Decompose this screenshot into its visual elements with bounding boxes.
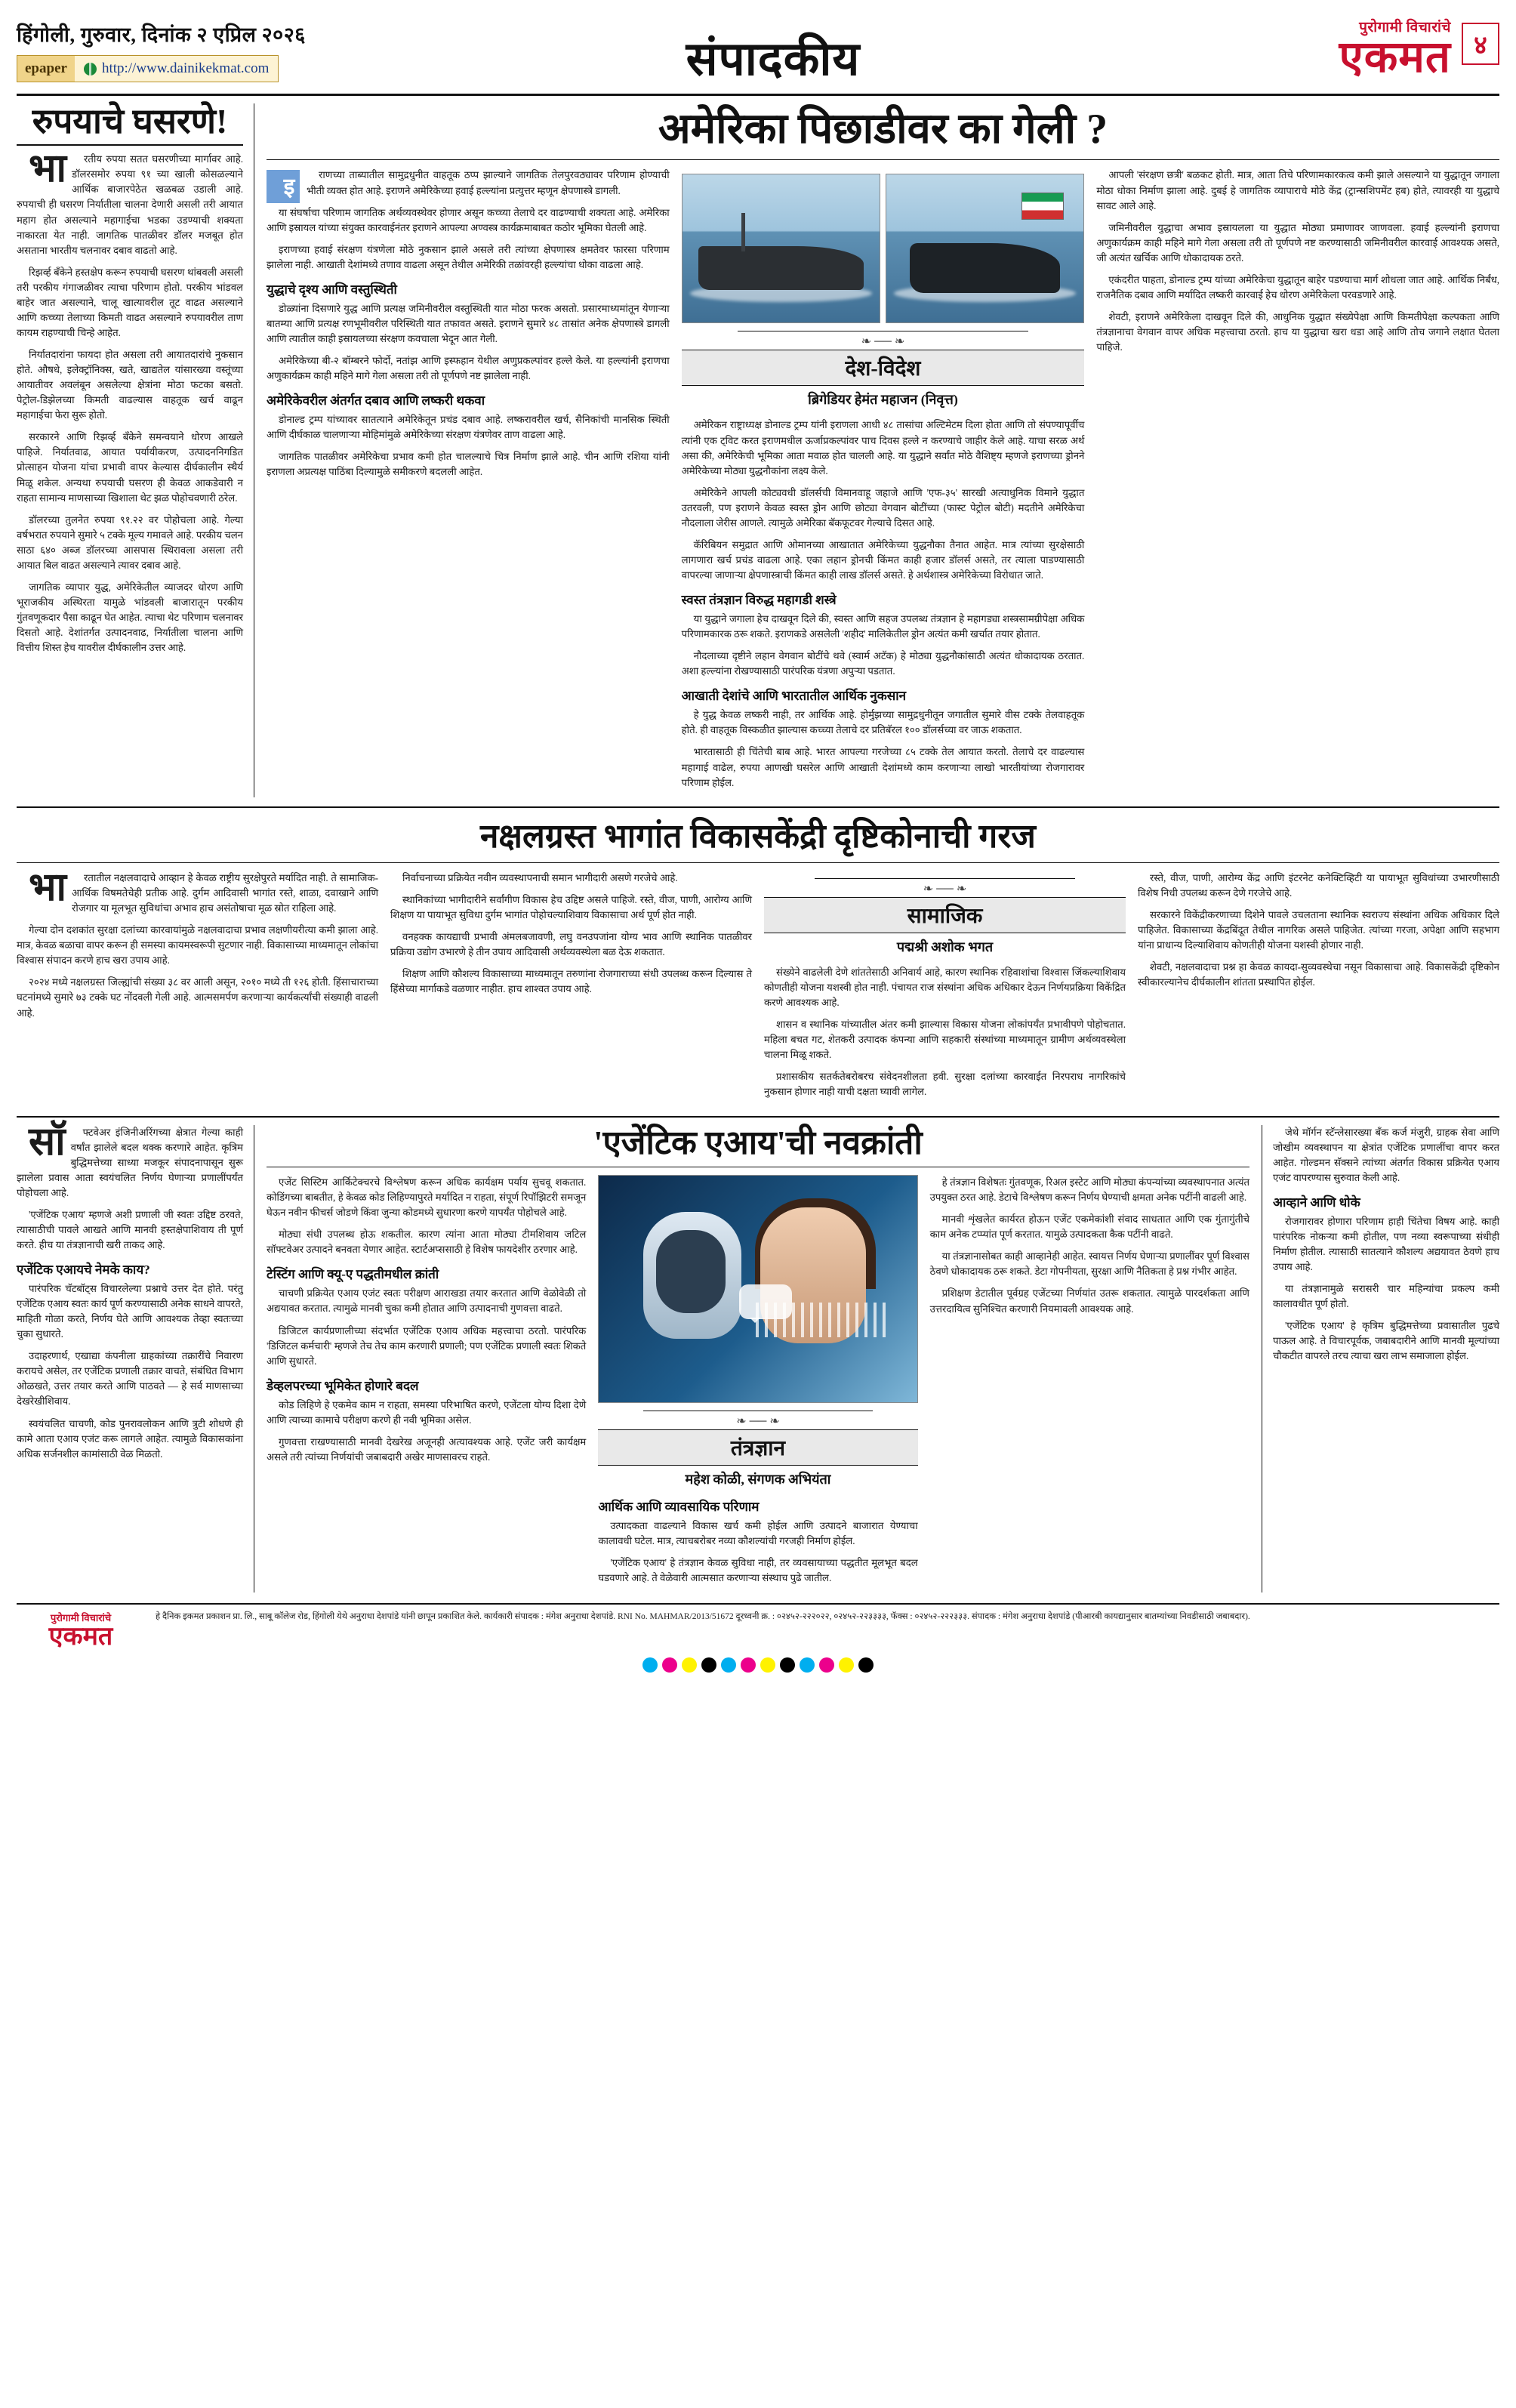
paragraph: हे तंत्रज्ञान विशेषतः गुंतवणूक, रिअल इस्टेट आणि मोठ्या कंपन्यांच्या व्यवस्थापनात अत्यंत उपयुक्त ठरत आहे. डेटाचे विश्लेषण करून निर्णय घेण्याची क्षमता अनेक पटींनी वाढली आहे. — [929, 1176, 1249, 1204]
paragraph: एजेंट सिस्टिम आर्किटेक्चरचे विश्लेषण करून अधिक कार्यक्षम पर्याय सुचवू शकतात. कोडिंगच्या बाबतीत, हे केवळ कोड लिहिण्यापुरते मर्यादित न राहता, संपूर्ण रिपॉझिटरी समजून घेऊन नवीन फीचर्स जोडणे किंवा जुन्या कोडमध्ये सुधारणा करणे यापर्यंत पोहोचले आहे. — [267, 1176, 587, 1219]
dropcap: भा — [29, 866, 67, 910]
page-number: ४ — [1462, 23, 1499, 65]
left-editorial-headline: रुपयाचे घसरणे! — [32, 102, 228, 140]
paragraph: भारतासाठी ही चिंतेची बाब आहे. भारत आपल्या गरजेच्या ८५ टक्के तेल आयात करतो. तेलाचे दर वाढल्यास महागाई वाढेल, रुपया आणखी घसरेल आणि आखाती देशांमध्ये काम करणाऱ्या लाखो भारतीयांच्या रोजगारावर परिणाम होईल. — [681, 746, 1085, 788]
brand-block — [1339, 17, 1451, 82]
paragraph: शिक्षण आणि कौशल्य विकासाच्या माध्यमातून तरुणांना रोजगाराच्या संधी उपलब्ध करून दिल्यास ते हिंसेच्या मार्गाकडे वळणार नाहीत. हाच शाश्वत उपाय आहे. — [390, 968, 752, 995]
main-article — [254, 103, 1499, 797]
section-title: संपादकीय — [686, 34, 861, 85]
paragraph: अमेरिकेने आपली कोट्यवधी डॉलर्सची विमानवाहू जहाजे आणि 'एफ-३५' सारखी अत्याधुनिक विमाने युद्धात उतरवली, पण इराणने केवळ स्वस्त ड्रोन आणि छोट्या वेगवान बोटींच्या (फास्ट पेट्रोल बोटी) मदतीने अमेरिकेचा नौदलाला जेरीस आणले. त्यामुळे अमेरिका बॅकफूटवर गेल्याचे दिसत आहे. — [681, 486, 1085, 529]
paragraph: राणच्या ताब्यातील सामुद्रधुनीत वाहतूक ठप्प झाल्याने जागतिक तेलपुरवठ्यावर परिणाम होण्याची भीती व्यक्त होत आहे. इराणने अमेरिकेच्या हवाई हल्ल्यांना प्रत्युत्तर म्हणून क्षेपणास्त्रे डागली. — [307, 169, 670, 196]
ornament-icon: ❧ ── ❧ — [736, 1415, 780, 1429]
masthead-right — [1175, 14, 1499, 82]
naxal-col-2 — [390, 871, 752, 1107]
ornament-icon: ❧ ── ❧ — [861, 335, 905, 349]
brand-name: एकमत — [1339, 32, 1451, 82]
footer-logo-tagline: पुरोगामी विचारांचे — [50, 1612, 112, 1624]
paragraph: शेवटी, नक्षलवादाचा प्रश्न हा केवळ कायदा-सुव्यवस्थेचा नसून विकासाचा आहे. विकासकेंद्री दृष्टिकोन स्वीकारल्यानेच दीर्घकालीन शांतता प्रस्थापित होईल. — [1138, 961, 1499, 988]
globe-icon — [84, 63, 97, 76]
ai-col-right — [1262, 1125, 1499, 1593]
paragraph: आपली 'संरक्षण छत्री' बळकट होती. मात्र, आता तिचे परिणामकारकत्व कमी झाले असल्याने या युद्धातून जगाला मोठा धोका निर्माण झाला आहे. दुबई हे जागतिक व्यापाराचे मोठे केंद्र (ट्रान्सशिपमेंट हब) होते, त्यावरही या युद्धाचे सावट आले आहे. — [1096, 169, 1500, 211]
naxal-article — [17, 806, 1499, 1107]
paragraph: जेथे मॉर्गन स्टॅन्लेसारख्या बँक कर्ज मंजुरी, ग्राहक सेवा आणि जोखीम व्यवस्थापन या क्षेत्रांत एजेंटिक प्रणालींचा वापर करत आहेत. गोल्डमन सॅक्सने त्यांच्या अंतर्गत विकास प्रक्रियेत एआय एजंट वापरण्यास सुरुवात केली आहे. — [1273, 1126, 1499, 1183]
subheading: डेव्हलपरच्या भूमिकेत होणारे बदल — [267, 1378, 419, 1393]
footer-imprint — [17, 1603, 1499, 1650]
byline-block — [682, 331, 1085, 409]
paragraph: सरकारने विकेंद्रीकरणाच्या दिशेने पावले उचलताना स्थानिक स्वराज्य संस्थांना अधिक अधिकार दिले पाहिजेत. विकासाच्या केंद्रबिंदूत तेथील नागरिक असले पाहिजेत. त्यांच्या गरजा, अपेक्षा आणि सहभाग यांना प्राधान्य दिल्याशिवाय कोणतीही योजना यशस्वी होणार नाही. — [1138, 909, 1499, 951]
photo-ai-robot-human — [598, 1175, 917, 1403]
byline-category: तंत्रज्ञान — [598, 1429, 917, 1466]
paragraph: प्रशिक्षण डेटातील पूर्वग्रह एजेंटच्या निर्णयांत उतरू शकतात. त्यामुळे पारदर्शकता आणि उत्तरदायित्व सुनिश्चित करणारी नियमावली आवश्यक आहे. — [929, 1287, 1249, 1315]
paragraph: नौदलाच्या दृष्टीने लहान वेगवान बोटींचे थवे (स्वार्म अटॅक) हे मोठ्या युद्धनौकांसाठी अत्यंत धोकादायक ठरतात. अशा हल्ल्यांना रोखण्यासाठी पारंपरिक यंत्रणा अपुऱ्या पडतात. — [681, 650, 1085, 677]
subheading: आर्थिक आणि व्यावसायिक परिणाम — [598, 1500, 760, 1515]
ai-col-left — [17, 1120, 254, 1593]
dropcap: भा — [29, 147, 67, 191]
paragraph: या युद्धाने जगाला हेच दाखवून दिले की, स्वस्त आणि सहज उपलब्ध तंत्रज्ञान हे महागड्या शस्त्रसामग्रीपेक्षा अधिक परिणामकारक ठरू शकते. इराणकडे असलेली 'शहीद' मालिकेतील ड्रोन अत्यंत कमी खर्चात तयार होतात. — [681, 613, 1085, 640]
ai-columns — [267, 1167, 1249, 1592]
paragraph: रतीय रुपया सतत घसरणीच्या मार्गावर आहे. डॉलरसमोर रुपया ९१ च्या खाली कोसळल्याने आर्थिक बाजारपेठेत खळबळ उडाली आहे. रुपयाची ही घसरण निर्यातीला चालना देणारी असली तरी आयात महाग होत असल्याने महागाईचा भडका उडण्याची शक्यता नाकारता येत नाही. जागतिक पातळीवर डॉलर मजबूत होत असताना भारतीय चलनावर दबाव वाढतो आहे. — [17, 153, 243, 256]
paragraph: निर्वाचनाच्या प्रक्रियेत नवीन व्यवस्थापनाची समान भागीदारी असणे गरजेचे आहे. — [402, 872, 678, 884]
ai-col-main — [267, 1125, 1249, 1593]
subheading: स्वस्त तंत्रज्ञान विरुद्ध महागडी शस्त्रे — [681, 593, 837, 608]
ai-col-2 — [598, 1175, 917, 1592]
footer-imprint-text: हे दैनिक इकमत प्रकाशन प्रा. लि., साबू कॉलेज रोड, हिंगोली येथे अनुराधा देशपांडे यांनी छापून प्रकाशित केले. कार्यकारी संपादक : मंगेश अनुराधा देशपांडे. RNI No. MAHMAR/2013/51672 दूरध्वनी क्र. : ०२४५२-२२२०२२, ०२४५२-२२३३३३, फॅक्स : ०२४५२-२२२३३३. संपादक : मंगेश अनुराधा देशपांडे (पीआरबी कायद्यानुसार बातम्यांच्या निवडीसाठी जबाबदार). — [156, 1612, 1250, 1622]
main-article-headline: अमेरिका पिछाडीवर का गेली ? — [658, 106, 1108, 153]
masthead — [17, 14, 1499, 96]
ai-headline: 'एजेंटिक एआय'ची नवक्रांती — [593, 1124, 923, 1161]
epaper-bar[interactable] — [17, 55, 279, 82]
paragraph: शेवटी, इराणने अमेरिकेला दाखवून दिले की, आधुनिक युद्धात संख्येपेक्षा आणि किमतीपेक्षा कल्पकता आणि तंत्रज्ञानाचा वेगवान वापर अधिक महत्त्वाचा ठरतो. हाच या युद्धाचा खरा धडा आहे आणि तोच जगाने लक्षात घेतला पाहिजे. — [1096, 310, 1500, 353]
top-zone — [17, 103, 1499, 797]
subheading: आखाती देशांचे आणि भारतातील आर्थिक नुकसान — [681, 689, 907, 704]
paragraph: हे युद्ध केवळ लष्करी नाही, तर आर्थिक आहे. होर्मुझच्या सामुद्रधुनीतून जगातील सुमारे वीस टक्के तेलवाहतूक होते. ही वाहतूक विस्कळीत झाल्यास कच्च्या तेलाचे दर प्रतिबॅरल १०० डॉलर्सच्या वर जाऊ शकतात. — [681, 709, 1085, 736]
naxal-col-3 — [764, 871, 1126, 1107]
paragraph: स्वयंचलित चाचणी, कोड पुनरावलोकन आणि त्रुटी शोधणे ही कामे आता एआय एजंट करू लागले आहेत. त्यामुळे विकासकांना अधिक सर्जनशील कामांसाठी वेळ मिळतो. — [17, 1417, 243, 1460]
naxal-columns — [17, 863, 1499, 1107]
subheading: आव्हाने आणि धोके — [1273, 1195, 1360, 1210]
byline-author: महेश कोळी, संगणक अभियंता — [685, 1472, 831, 1488]
paragraph: डोनाल्ड ट्रम्प यांच्यावर सातत्याने अमेरिकेतून प्रचंड दबाव आहे. लष्करावरील खर्च, सैनिकांची मानसिक स्थिती आणि दीर्घकाळ चालणाऱ्या मोहिमांमुळे अमेरिकेच्या संरक्षण यंत्रणेवर ताण वाढला आहे. — [267, 414, 670, 441]
footer-logo — [17, 1611, 145, 1650]
paragraph: मोठ्या संधी उपलब्ध होऊ शकतील. कारण त्यांना आता मोठ्या टीमशिवाय जटिल सॉफ्टवेअर उत्पादने बनवता येणार आहेत. स्टार्टअप्ससाठी हे विशेष फायदेशीर ठरणार आहे. — [267, 1229, 587, 1256]
paragraph: चाचणी प्रक्रियेत एआय एजंट स्वतः परीक्षण आराखडा तयार करतात आणि वेळोवेळी तो अद्ययावत करतात. त्यामुळे मानवी चुका कमी होतात आणि उत्पादनाची गुणवत्ता वाढते. — [267, 1287, 587, 1315]
paragraph: अमेरिकेच्या बी-२ बॉम्बरने फोर्दो, नतांझ आणि इस्फहान येथील अणुप्रकल्पांवर हल्ले केले. या हल्ल्यांनी इराणचा अणुकार्यक्रम काही महिने मागे गेला असला तरी तो पूर्णपणे नष्ट झालेला नाही. — [267, 355, 670, 382]
byline-author: पद्मश्री अशोक भगत — [896, 939, 994, 955]
paragraph: फ्टवेअर इंजिनीअरिंगच्या क्षेत्रात गेल्या काही वर्षांत झालेले बदल थक्क करणारे आहेत. कृत्रिम बुद्धिमत्तेच्या साध्या मजकूर संपादनापासून सुरू झालेला प्रवास आता स्वयंचलित निर्णय घेणाऱ्या प्रणालींपर्यंत पोहोचला आहे. — [17, 1126, 243, 1198]
paragraph: गुणवत्ता राखण्यासाठी मानवी देखरेख अजूनही अत्यावश्यक आहे. एजेंट जरी कार्यक्षम असले तरी त्यांच्या निर्णयांची जबाबदारी अखेर माणसावरच राहते. — [267, 1435, 587, 1463]
ai-article — [17, 1116, 1499, 1593]
masthead-center — [371, 14, 1175, 89]
byline-category: देश-विदेश — [682, 350, 1085, 386]
paragraph: गेल्या दोन दशकांत सुरक्षा दलांच्या कारवायांमुळे नक्षलवादाचा प्रभाव लक्षणीयरीत्या कमी झाला आहे. मात्र, केवळ बळाचा वापर करून ही समस्या कायमस्वरूपी सुटणार नाही. विकासाच्या माध्यमातून लोकांचा विश्वास संपादन करणे हाच खरा उपाय आहे. — [17, 924, 378, 967]
paragraph: डोळ्यांना दिसणारे युद्ध आणि प्रत्यक्ष जमिनीवरील वस्तुस्थिती यात मोठा फरक असतो. प्रसारमाध्यमांतून येणाऱ्या बातम्या आणि प्रत्यक्ष रणभूमीवरील परिस्थिती यात तफावत असते. इराणने सुमारे ४८ तासांत अनेक क्षेपणास्त्रे डागली आणि त्यातील काही इस्रायलच्या संरक्षण कवचाला भेदून आत गेली. — [267, 302, 670, 344]
paragraph: एकंदरीत पाहता, डोनाल्ड ट्रम्प यांच्या अमेरिकेचा युद्धातून बाहेर पडण्याचा मार्ग शोधला जात आहे. आर्थिक निर्बंध, राजनैतिक दबाव आणि मर्यादित लष्करी कारवाई हेच धोरण अमेरिकेला परवडणारे आहे. — [1096, 273, 1500, 301]
main-col-3 — [1096, 168, 1499, 797]
epaper-label: epaper — [17, 56, 75, 82]
paragraph: वनहक्क कायद्याची प्रभावी अंमलबजावणी, लघु वनउपजांना योग्य भाव आणि स्थानिक पातळीवर प्रक्रिया उद्योग उभारणे हे तीन उपाय आदिवासी अर्थव्यवस्थेला बळ देऊ शकतात. — [390, 931, 752, 958]
brand-tagline: पुरोगामी विचारांचे — [1359, 20, 1451, 35]
footer-logo-name: एकमत — [48, 1623, 113, 1651]
paragraph: कोड लिहिणे हे एकमेव काम न राहता, समस्या परिभाषित करणे, एजेंटला योग्य दिशा देणे आणि त्याच्या कामाचे परीक्षण करणे ही नवी भूमिका असेल. — [267, 1398, 587, 1426]
byline-category: सामाजिक — [764, 897, 1126, 933]
photo-navy-boat-1 — [682, 174, 880, 323]
ai-col-1 — [267, 1175, 586, 1592]
paragraph: या तंत्रज्ञानासोबत काही आव्हानेही आहेत. स्वायत्त निर्णय घेणाऱ्या प्रणालींवर पूर्ण विश्वास ठेवणे धोकादायक ठरू शकते. डेटा गोपनीयता, सुरक्षा आणि नैतिकता हे प्रश्न गंभीर आहेत. — [929, 1250, 1249, 1278]
epaper-url-text: http://www.dainikekmat.com — [101, 60, 270, 76]
paragraph: उत्पादकता वाढल्याने विकास खर्च कमी होईल आणि उत्पादने बाजारात येण्याचा कालावधी घटेल. मात्र, त्याचबरोबर नव्या कौशल्यांची गरजही निर्माण होईल. — [598, 1520, 918, 1547]
paragraph: उदाहरणार्थ, एखाद्या कंपनीला ग्राहकांच्या तक्रारींचे निवारण करायचे असेल, तर एजेंटिक प्रणाली तक्रार वाचते, संबंधित विभाग ओळखते, उत्तर तयार करते आणि पाठवते — हे सर्व माणसाच्या देखरेखीशिवाय. — [17, 1350, 243, 1407]
subheading: टेस्टिंग आणि क्यू-ए पद्धतीमधील क्रांती — [267, 1267, 439, 1282]
dateline: हिंगोली, गुरुवार, दिनांक २ एप्रिल २०२६ — [17, 23, 306, 46]
paragraph: सरकारने आणि रिझर्व्ह बँकेने समन्वयाने धोरण आखले पाहिजे. निर्यातवाढ, आयात पर्यायीकरण, उत्पादननिगडित प्रोत्साहन योजना यांचा प्रभावी वापर केल्यास दीर्घकालीन स्थैर्य मिळू शकेल. अन्यथा रुपयाची घसरण ही केवळ आकडेवारी न राहता सामान्य माणसाच्या खिशाला थेट झळ पोहोचवणारी ठरेल. — [17, 431, 243, 504]
paragraph: इराणच्या हवाई संरक्षण यंत्रणेला मोठे नुकसान झाले असले तरी त्यांच्या क्षेपणास्त्र क्षमतेवर फारसा परिणाम झालेला नाही. आखाती देशांमध्ये तणाव वाढला असून तेथील अमेरिकी तळांवरही हल्ल्यांचा धोका वाढला आहे. — [267, 243, 670, 270]
masthead-left — [17, 14, 371, 82]
left-editorial — [17, 103, 254, 797]
paragraph: डिजिटल कार्यप्रणालीच्या संदर्भात एजेंटिक एआय अधिक महत्त्वाचा ठरतो. पारंपरिक 'डिजिटल कर्मचारी' म्हणजे तेच तेच काम करणारी प्रणाली; पण एजेंटिक प्रणाली स्वतः शिकते आणि सुधारते. — [267, 1324, 587, 1367]
paragraph: रोजगारावर होणारा परिणाम हाही चिंतेचा विषय आहे. काही पारंपरिक नोकऱ्या कमी होतील, पण नव्या स्वरूपाच्या संधीही निर्माण होतील. त्यासाठी सातत्याने कौशल्य अद्ययावत ठेवणे हाच उपाय आहे. — [1273, 1215, 1499, 1272]
paragraph: या संघर्षाचा परिणाम जागतिक अर्थव्यवस्थेवर होणार असून कच्च्या तेलाचे दर वाढण्याची शक्यता आहे. अमेरिका आणि इस्रायल यांच्या संयुक्त कारवाईनंतर इराणने आपल्या अण्वस्त्र कार्यक्रमाबाबत कठोर भूमिका घेतली आहे. — [267, 206, 670, 233]
soundwave-icon — [756, 1303, 892, 1337]
paragraph: जागतिक पातळीवर अमेरिकेचा प्रभाव कमी होत चालल्याचे चित्र निर्माण झाले आहे. चीन आणि रशिया यांनी इराणला अप्रत्यक्ष पाठिंबा दिल्यामुळे समीकरणे बदलली आहेत. — [267, 451, 670, 478]
paragraph: रतातील नक्षलवादाचे आव्हान हे केवळ राष्ट्रीय सुरक्षेपुरते मर्यादित नाही. ते सामाजिक-आर्थिक विषमतेचेही प्रतीक आहे. दुर्गम आदिवासी भागांत रस्ते, शाळा, दवाखाने आणि रोजगार या मूलभूत सुविधांचा अभाव हाच असंतोषाचा मूळ स्रोत राहिला आहे. — [72, 872, 378, 914]
paragraph: निर्यातदारांना फायदा होत असला तरी आयातदारांचे नुकसान होते. औषधे, इलेक्ट्रॉनिक्स, खते, खाद्यतेल यांसारख्या वस्तूंच्या आयातीवर अवलंबून असलेल्या क्षेत्रांना मोठा फटका बसतो. पेट्रोल-डिझेलच्या किमती वाढल्यास वाहतूक खर्च वाढून महागाईचा फेरा सुरू होतो. — [17, 349, 243, 421]
ornament-icon: ❧ ── ❧ — [923, 883, 967, 896]
byline-block — [598, 1411, 917, 1488]
cmyk-registration-marks — [17, 1650, 1499, 1683]
paragraph: अमेरिकन राष्ट्राध्यक्ष डोनाल्ड ट्रम्प यांनी इराणला आधी ४८ तासांचा अल्टिमेटम दिला होता आणि तो संपण्यापूर्वीच त्यांनी एक ट्विट करत इराणमधील ऊर्जाप्रकल्पांवर पाच दिवस हल्ले न करण्याचे जाहीर केले आहे. याचा सरळ अर्थ असा की, अमेरिकेची भूमिका आता मवाळ होत चालली आहे. या युद्धाने सर्वांत मोठे वैशिष्ट्य म्हणजे इराणच्या ड्रोनने अमेरिकेच्या मोठ्या युद्धनौकांना लक्ष्य केले. — [681, 419, 1085, 476]
dropcap: सॉ — [29, 1120, 66, 1164]
subheading: अमेरिकेवरील अंतर्गत दबाव आणि लष्करी थकवा — [267, 393, 485, 409]
main-col-2 — [682, 168, 1085, 797]
paragraph: या तंत्रज्ञानामुळे सरासरी चार महिन्यांचा प्रकल्प कमी कालावधीत पूर्ण होतो. — [1273, 1283, 1499, 1310]
paragraph: शासन व स्थानिक यांच्यातील अंतर कमी झाल्यास विकास योजना लोकांपर्यंत प्रभावीपणे पोहोचतात. महिला बचत गट, शेतकरी उत्पादक कंपन्या आणि सहकारी संस्थांच्या माध्यमातून ग्रामीण अर्थव्यवस्थेला चालना मिळू शकते. — [764, 1019, 1126, 1061]
epaper-link[interactable] — [75, 60, 278, 77]
paragraph: डॉलरच्या तुलनेत रुपया ९१.२२ वर पोहोचला आहे. गेल्या वर्षभरात रुपयाने सुमारे ५ टक्के मूल्य गमावले आहे. परकीय चलन साठा ६४० अब्ज डॉलरच्या आसपास स्थिरावला असला तरी आयात बिल वाढत असल्याने त्यावर दबाव आहे. — [17, 513, 243, 571]
naxal-headline: नक्षलग्रस्त भागांत विकासकेंद्री दृष्टिकोनाची गरज — [480, 817, 1036, 855]
main-article-columns — [267, 160, 1499, 797]
paragraph: जागतिक व्यापार युद्ध, अमेरिकेतील व्याजदर धोरण आणि भूराजकीय अस्थिरता यामुळे भांडवली बाजारातून परकीय गुंतवणूकदार पैसा काढून घेत आहेत. त्याचा थेट परिणाम चलनावर दिसतो आहे. देशांतर्गत उत्पादनवाढ, निर्यातीला चालना आणि वित्तीय शिस्त हेच यावरील दीर्घकालीन उत्तर आहे. — [17, 581, 243, 654]
paragraph: स्थानिकांच्या भागीदारीने सर्वांगीण विकास हेच उद्दिष्ट असले पाहिजे. रस्ते, वीज, पाणी, आरोग्य आणि शिक्षण या पायाभूत सुविधा दुर्गम भागांत पोहोचल्याशिवाय विकासाचा अर्थ पूर्ण होत नाही. — [390, 894, 752, 921]
flag-icon — [1021, 193, 1064, 220]
naxal-col-1 — [17, 866, 378, 1107]
paragraph: रस्ते, वीज, पाणी, आरोग्य केंद्र आणि इंटरनेट कनेक्टिव्हिटी या पायाभूत सुविधांच्या उभारणीसाठी विशेष निधी उपलब्ध करून देणे गरजेचे आहे. — [1138, 872, 1499, 899]
ai-col-3 — [930, 1175, 1249, 1592]
paragraph: मानवी शृंखलेत कार्यरत होऊन एजेंट एकमेकांशी संवाद साधतात आणि एक गुंतागुंतीचे काम अनेक टप्प्यांत पूर्ण करतात. यामुळे उत्पादकता कैक पटींनी वाढते. — [929, 1213, 1249, 1241]
paragraph: कॅरिबियन समुद्रात आणि ओमानच्या आखातात अमेरिकेच्या युद्धनौका तैनात आहेत. मात्र त्यांच्या सुरक्षेसाठी लागणारा खर्च प्रचंड वाढला आहे. एका लहान ड्रोनची किंमत काही हजार डॉलर्स असते, तर त्याला पाडण्यासाठी वापरल्या जाणाऱ्या क्षेपणास्त्राची किंमत काही लाख डॉलर्स असते. हे अर्थशास्त्र अमेरिकेच्या विरोधात जाते. — [681, 538, 1085, 581]
main-col-1 — [267, 168, 670, 797]
subheading: युद्धाचे दृश्य आणि वस्तुस्थिती — [267, 282, 397, 297]
paragraph: २०२४ मध्ये नक्षलग्रस्त जिल्ह्यांची संख्या ३८ वर आली असून, २०१० मध्ये ती १२६ होती. हिंसाचाराच्या घटनांमध्ये सुमारे ७३ टक्के घट नोंदवली गेली आहे. आत्मसमर्पण करणाऱ्या कार्यकर्त्यांची संख्याही वाढली आहे. — [17, 976, 378, 1019]
byline-author: ब्रिगेडियर हेमंत महाजन (निवृत्त) — [808, 392, 958, 408]
subheading: एजेंटिक एआयचे नेमके काय? — [17, 1263, 150, 1278]
photo-navy-boat-2 — [886, 174, 1084, 323]
photo-pair — [682, 174, 1085, 323]
paragraph: संख्येने वाढलेली देणे शांततेसाठी अनिवार्य आहे, कारण स्थानिक रहिवाशांचा विश्वास जिंकल्याशिवाय कोणतीही योजना यशस्वी होत नाही. पंचायत राज संस्थांना अधिक अधिकार देऊन निर्णयप्रक्रिया विकेंद्रित करणे आवश्यक आहे. — [764, 967, 1126, 1009]
paragraph: प्रशासकीय सतर्कतेबरोबरच संवेदनशीलता हवी. सुरक्षा दलांच्या कारवाईत निरपराध नागरिकांचे नुकसान होणार नाही याची दक्षता घ्यावी लागेल. — [764, 1071, 1126, 1098]
kicker-letter: इ — [267, 170, 300, 203]
paragraph: 'एजेंटिक एआय' म्हणजे अशी प्रणाली जी स्वतः उद्दिष्ट ठरवते, त्यासाठीची पावले आखते आणि मानवी हस्तक्षेपाशिवाय ती पूर्ण करते. हीच या तंत्रज्ञानाची खरी ताकद आहे. — [17, 1208, 243, 1250]
paragraph: रिझर्व्ह बँकेने हस्तक्षेप करून रुपयाची घसरण थांबवली असली तरी परकीय गंगाजळीवर त्याचा परिणाम होतो. परकीय भांडवल बाहेर जात असल्याने, चालू खात्यावरील तूट वाढत असल्याने आणि कच्च्या तेलाच्या किमती वाढत असल्याने रुपयावरील ताण कायम राहण्याची चिन्हे आहेत. — [17, 266, 243, 338]
paragraph: 'एजेंटिक एआय' हे कृत्रिम बुद्धिमत्तेच्या प्रवासातील पुढचे पाऊल आहे. ते विचारपूर्वक, जबाबदारीने आणि मानवी मूल्यांच्या चौकटीत वापरले तरच त्याचा खरा लाभ समाजाला होईल. — [1273, 1320, 1499, 1362]
paragraph: पारंपरिक चॅटबॉट्स विचारलेल्या प्रश्नाचे उत्तर देत होते. परंतु एजेंटिक एआय स्वतः कार्य पूर्ण करण्यासाठी अनेक साधने वापरते, माहिती गोळा करते, निर्णय घेते आणि आवश्यक तेव्हा स्वतःच्या चुका सुधारते. — [17, 1283, 243, 1340]
byline-block — [764, 878, 1126, 956]
left-editorial-body — [17, 147, 243, 655]
paragraph: जमिनीवरील युद्धाचा अभाव इस्रायलला या युद्धात मोठ्या प्रमाणावर जाणवला. हवाई हल्ल्यांनी इराणचा अणुकार्यक्रम काही महिने मागे गेला असला तरी तो पूर्णपणे नष्ट करण्यासाठी जमिनीवरील कारवाई आवश्यक असते, जी अत्यंत खर्चिक आणि धोकादायक ठरते. — [1096, 221, 1500, 264]
paragraph: 'एजेंटिक एआय' हे तंत्रज्ञान केवळ सुविधा नाही, तर व्यवसायाच्या पद्धतीत मूलभूत बदल घडवणारे आहे. ते वेळेवारी आत्मसात करणाऱ्या संस्थाच पुढे जातील. — [598, 1557, 918, 1584]
headline-rule — [17, 144, 243, 146]
naxal-col-4 — [1138, 871, 1499, 1107]
